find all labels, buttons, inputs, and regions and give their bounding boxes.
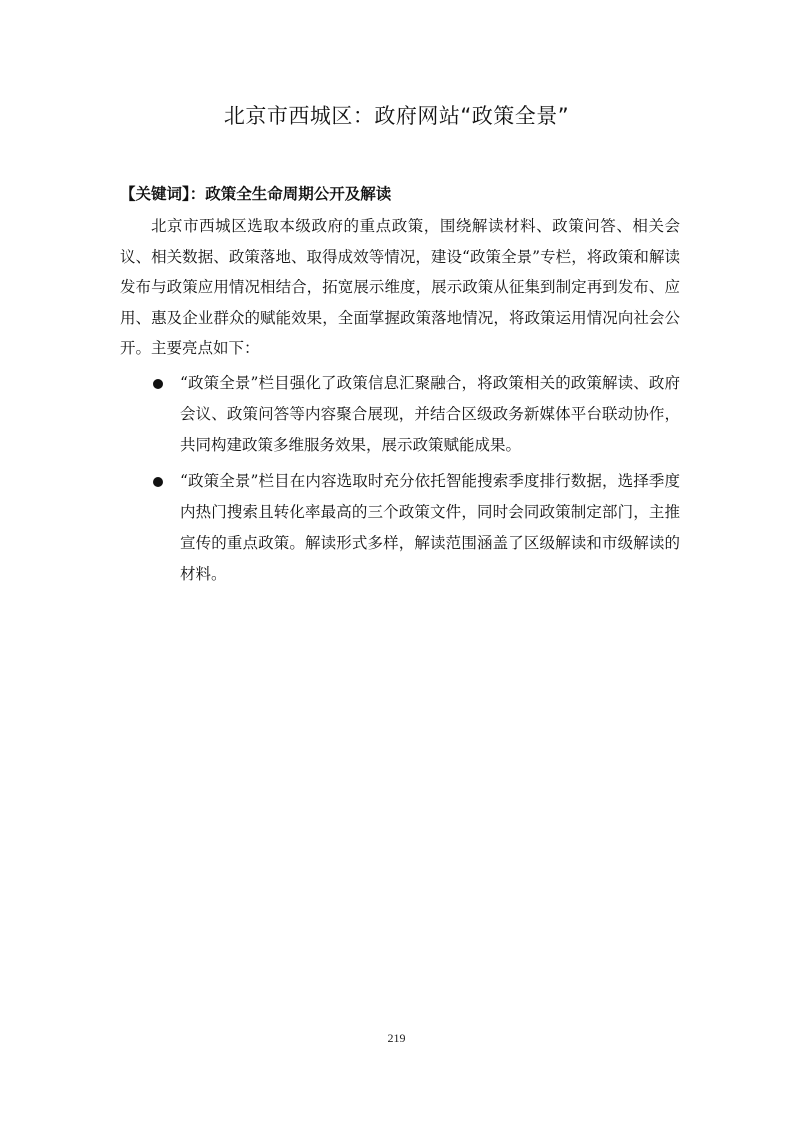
keywords-line (120, 180, 680, 208)
bullet-text: “政策全景”栏目强化了政策信息汇聚融合，将政策相关的政策解读、政府会议、政策问答等内容聚合展现，并结合区级政务新媒体平台联动协作，共同构建政策多维服务效果，展示政策赋能成果。 (180, 374, 680, 454)
page-number: 219 (387, 1031, 406, 1045)
list-item (120, 368, 680, 461)
keywords-text: 政策全生命周期公开及解读 (205, 185, 392, 203)
highlights-list (120, 368, 680, 595)
intro-paragraph: 北京市西城区选取本级政府的重点政策，围绕解读材料、政策问答、相关会议、相关数据、政策落地、取得成效等情况，建设“政策全景”专栏，将政策和解读发布与政策应用情况相结合，拓宽展示维度，展示政策从征集到制定再到发布、应用、惠及企业群众的赋能效果，全面掌握政策落地情况，将政策运用情况向社会公开。主要亮点如下： (120, 217, 680, 357)
bullet-icon (153, 477, 163, 487)
bullet-icon (153, 379, 163, 389)
page-title: 北京市西城区：政府网站“政策全景” (223, 104, 570, 128)
keywords-label: 【关键词】： (120, 185, 206, 203)
bullet-text: “政策全景”栏目在内容选取时充分依托智能搜索季度排行数据，选择季度内热门搜索且转化率最高的三个政策文件，同时会同政策制定部门，主推宣传的重点政策。解读形式多样，解读范围涵盖了区级解读和市级解读的材料。 (180, 472, 680, 583)
list-item (120, 466, 680, 590)
